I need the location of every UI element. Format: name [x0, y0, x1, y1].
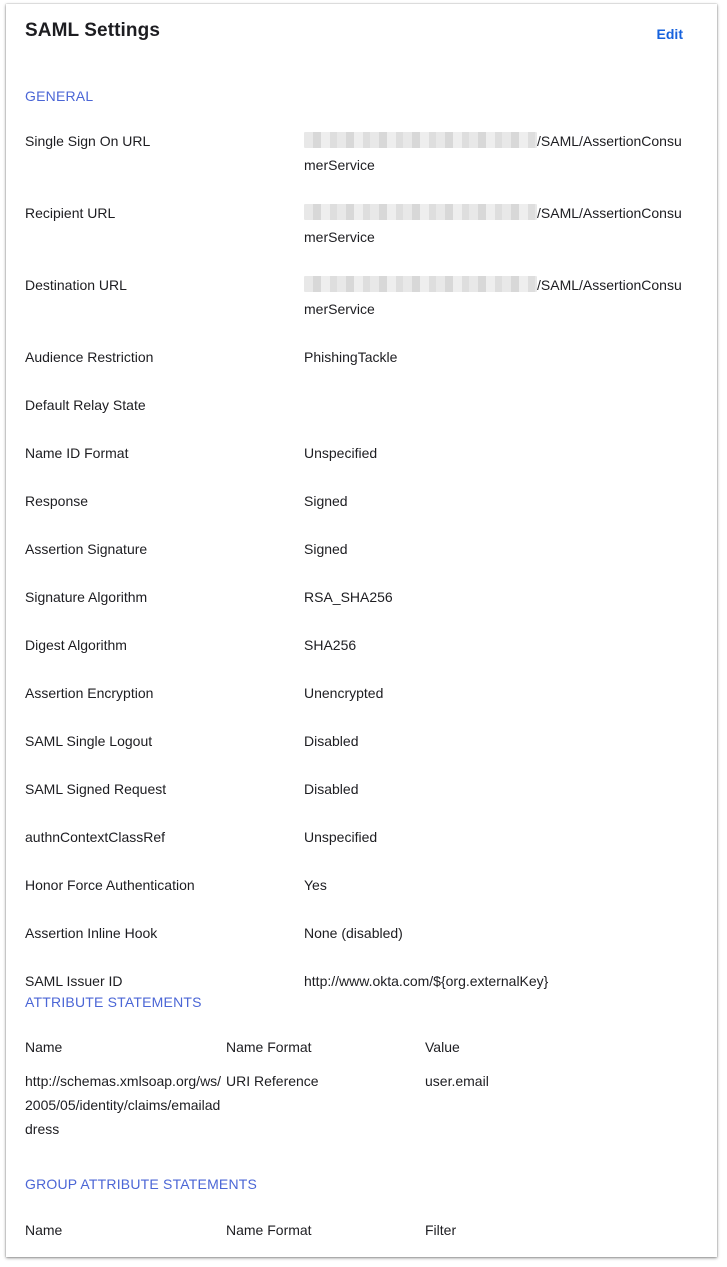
setting-label: Digest Algorithm [25, 637, 127, 653]
setting-value: /SAML/AssertionConsumerService [304, 205, 682, 245]
setting-value: SHA256 [304, 637, 357, 653]
setting-label: Signature Algorithm [25, 589, 148, 605]
attribute-value: user.email [425, 1073, 489, 1089]
column-header-name-format: Name Format [226, 1039, 312, 1055]
setting-label: SAML Issuer ID [25, 973, 123, 989]
setting-label: Single Sign On URL [25, 133, 151, 149]
setting-value: Unencrypted [304, 685, 384, 701]
setting-value: RSA_SHA256 [304, 589, 393, 605]
setting-label: Default Relay State [25, 397, 146, 413]
column-header-name: Name [25, 1222, 63, 1238]
setting-label: SAML Single Logout [25, 733, 153, 749]
column-header-filter: Filter [425, 1222, 457, 1238]
setting-value: Disabled [304, 733, 359, 749]
attribute-statements-heading: ATTRIBUTE STATEMENTS [25, 994, 202, 1010]
group-attribute-statements-heading: GROUP ATTRIBUTE STATEMENTS [25, 1176, 258, 1192]
setting-label: Response [25, 493, 89, 509]
setting-label: Assertion Inline Hook [25, 925, 158, 941]
setting-value: Signed [304, 493, 348, 509]
setting-value: Disabled [304, 781, 359, 797]
setting-label: SAML Signed Request [25, 781, 167, 797]
setting-value: Yes [304, 877, 327, 893]
setting-label: Assertion Signature [25, 541, 148, 557]
attribute-name: http://schemas.xmlsoap.org/ws/2005/05/identity/claims/emailaddress [25, 1073, 222, 1137]
setting-label: Audience Restriction [25, 349, 154, 365]
setting-label: Name ID Format [25, 445, 129, 461]
setting-value: /SAML/AssertionConsumerService [304, 133, 682, 173]
attribute-name-format: URI Reference [226, 1073, 319, 1089]
column-header-name-format: Name Format [226, 1222, 312, 1238]
column-header-value: Value [425, 1039, 460, 1055]
setting-value: /SAML/AssertionConsumerService [304, 277, 682, 317]
panel-title: SAML Settings [25, 20, 161, 41]
redacted-host [304, 276, 537, 292]
setting-value: Unspecified [304, 829, 378, 845]
general-heading: GENERAL [25, 88, 94, 104]
redacted-host [304, 132, 537, 148]
edit-button[interactable]: Edit [656, 26, 683, 42]
setting-label: Recipient URL [25, 205, 116, 221]
setting-label: Honor Force Authentication [25, 877, 195, 893]
setting-value: PhishingTackle [304, 349, 398, 365]
saml-settings-panel [6, 4, 717, 1257]
setting-value: Signed [304, 541, 348, 557]
column-header-name: Name [25, 1039, 63, 1055]
setting-label: Destination URL [25, 277, 127, 293]
setting-value: None (disabled) [304, 925, 403, 941]
setting-label: authnContextClassRef [25, 829, 166, 845]
setting-value: http://www.okta.com/${org.externalKey} [304, 973, 549, 989]
setting-value: Unspecified [304, 445, 378, 461]
redacted-host [304, 204, 537, 220]
setting-label: Assertion Encryption [25, 685, 154, 701]
